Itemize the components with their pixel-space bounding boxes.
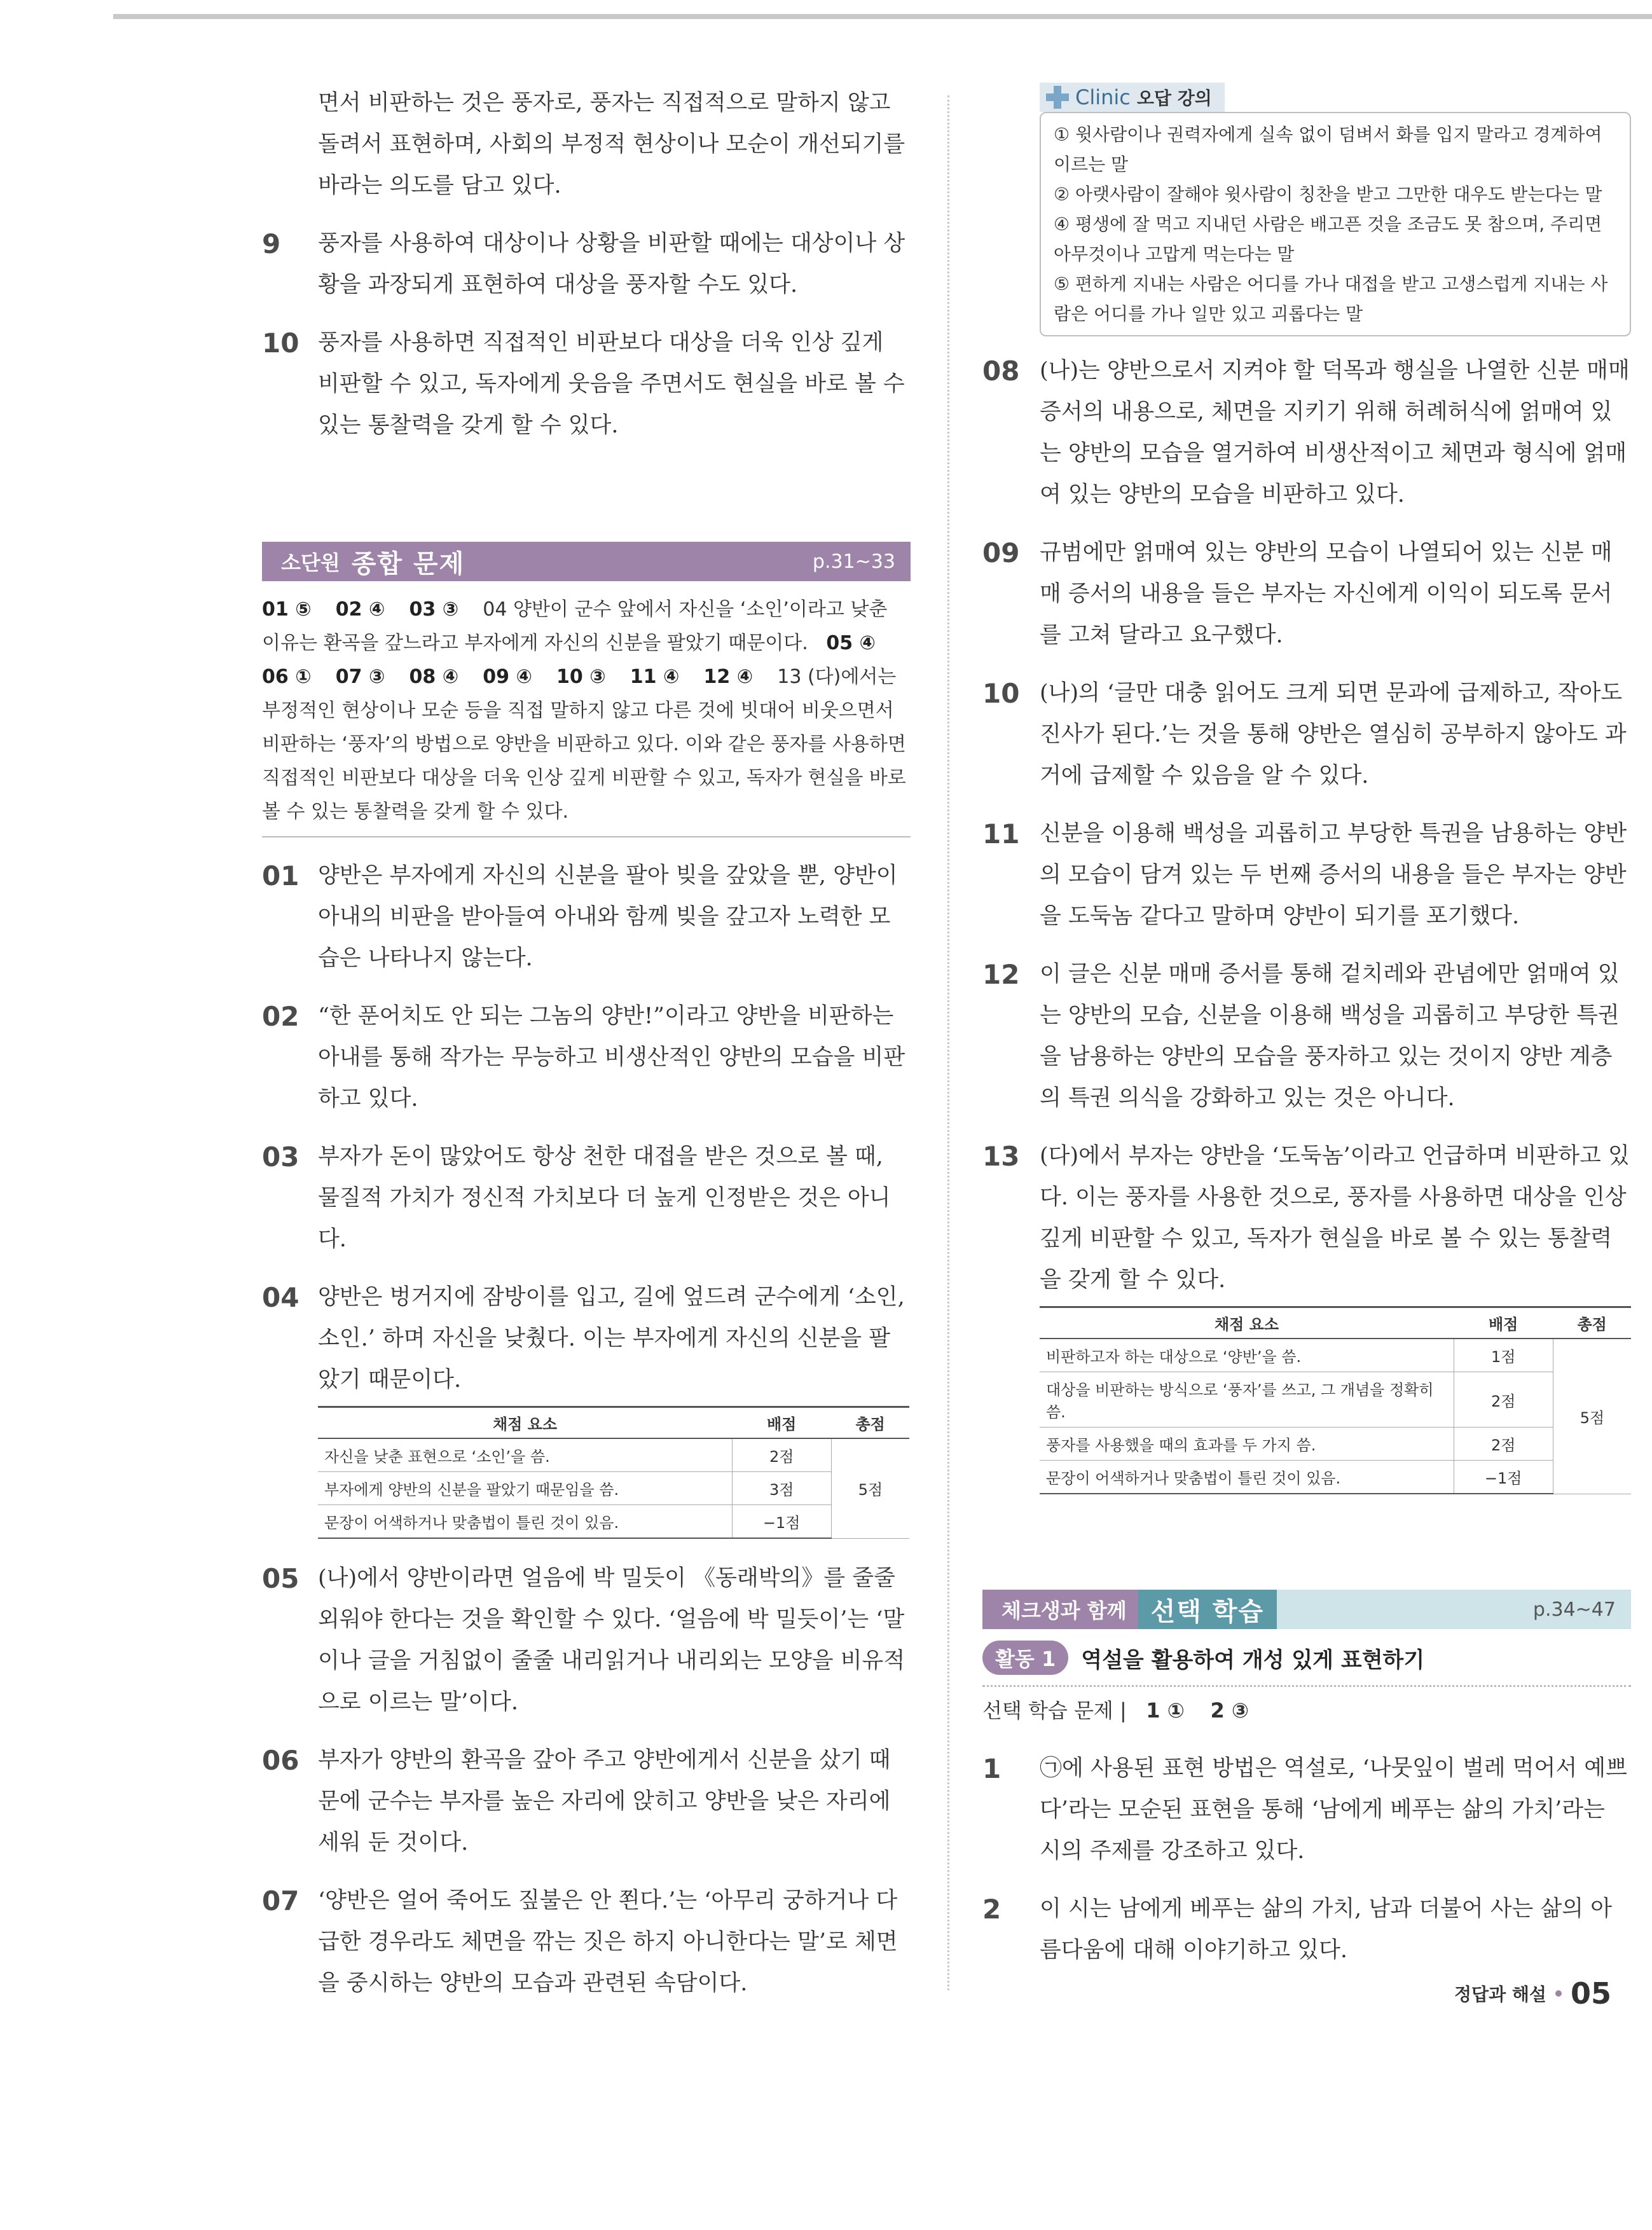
item-number: 10 xyxy=(982,678,1020,709)
item-10 xyxy=(262,322,911,446)
item-05 xyxy=(262,1558,911,1723)
item-text: 이 글은 신분 매매 증서를 통해 겉치레와 관념에만 얽매여 있는 양반의 모습, 신분을 이용해 백성을 괴롭히고 부당한 특권을 남용하는 양반의 모습을 풍자하고 있는 것이지 양반 계층의 특권 의식을 강화하고 있는 것은 아니다. xyxy=(1040,961,1620,1111)
bullet-icon xyxy=(1555,1990,1562,1997)
clinic-label-en: Clinic xyxy=(1075,85,1131,109)
item-s2 xyxy=(982,1889,1631,1971)
item-number: 13 xyxy=(982,1141,1020,1172)
item-06 xyxy=(262,1740,911,1864)
answer-04: 04 양반이 군수 앞에서 자신을 ‘소인’이라고 낮춘 이유는 환곡을 갚느라고 부자에게 자신의 신분을 팔았기 때문이다. xyxy=(262,598,888,654)
banner-label: 체크생과 함께 xyxy=(982,1590,1138,1629)
item-text: 부자가 양반의 환곡을 갚아 주고 양반에게서 신분을 샀기 때문에 군수는 부자를 높은 자리에 앉히고 양반을 낮은 자리에 세워 둔 것이다. xyxy=(318,1747,891,1855)
answer-12: 12 ④ xyxy=(703,666,754,688)
section-banner-2 xyxy=(982,1590,1631,1629)
table-row xyxy=(1040,1339,1631,1372)
clinic-line: ① 윗사람이나 권력자에게 실속 없이 덤벼서 화를 입지 말라고 경계하여 이르는 말 xyxy=(1054,124,1602,175)
item-01 xyxy=(262,855,911,979)
table-cell: 비판하고자 하는 대상으로 ‘양반’을 씀. xyxy=(1040,1339,1454,1372)
banner-pages: p.31~33 xyxy=(812,550,895,573)
item-number: 12 xyxy=(982,959,1020,990)
selection-answer-1: 1 ① xyxy=(1146,1698,1185,1723)
clinic-line: ⑤ 편하게 지내는 사람은 어디를 가나 대접을 받고 고생스럽게 지내는 사람은 어디를 가나 일만 있고 괴롭다는 말 xyxy=(1054,273,1608,324)
item-text: 양반은 부자에게 자신의 신분을 팔아 빚을 갚았을 뿐, 양반이 아내의 비판을 받아들여 아내와 함께 빚을 갚고자 노력한 모습은 나타나지 않는다. xyxy=(318,863,898,971)
table-row xyxy=(1040,1428,1631,1461)
item-9 xyxy=(262,223,911,306)
item-text: ㉠에 사용된 표현 방법은 역설로, ‘나뭇잎이 벌레 먹어서 예쁘다’라는 모순된 표현을 통해 ‘남에게 베푸는 삶의 가치’라는 시의 주제를 강조하고 있다. xyxy=(1040,1756,1627,1864)
section-banner xyxy=(262,542,911,581)
table-cell: 2점 xyxy=(1454,1372,1553,1428)
item-08 xyxy=(982,350,1631,516)
item-text: 신분을 이용해 백성을 괴롭히고 부당한 특권을 남용하는 양반의 모습이 담겨 있는 두 번째 증서의 내용을 들은 부자는 양반을 도둑놈 같다고 말하며 양반이 되기를 포기했다. xyxy=(1040,821,1627,929)
item-text: 풍자를 사용하면 직접적인 비판보다 대상을 더욱 인상 깊게 비판할 수 있고, 독자에게 웃음을 주면서도 현실을 바로 볼 수 있는 통찰력을 갖게 할 수 있다. xyxy=(318,330,905,438)
scoring-table-13 xyxy=(1040,1306,1631,1494)
answer-06: 06 ① xyxy=(262,666,312,688)
table-header: 채점 요소 xyxy=(1040,1307,1454,1339)
item-07 xyxy=(262,1880,911,2004)
table-total: 5점 xyxy=(831,1438,909,1538)
table-cell: 부자에게 양반의 신분을 팔았기 때문임을 씀. xyxy=(318,1472,732,1505)
scoring-table-04 xyxy=(318,1406,909,1539)
top-rule xyxy=(113,14,1652,19)
item-number: 2 xyxy=(982,1894,1002,1925)
answer-01: 01 ⑤ xyxy=(262,598,312,621)
table-cell: 1점 xyxy=(1454,1339,1553,1372)
item-number: 07 xyxy=(262,1885,299,1917)
item-text: (나)에서 양반이라면 얼음에 박 밀듯이 《동래박의》를 줄줄 외워야 한다는 것을 확인할 수 있다. ‘얼음에 박 밀듯이’는 ‘말이나 글을 거침없이 줄줄 내리읽거나 내리외는 모양을 비유적으로 이르는 말’이다. xyxy=(318,1566,905,1715)
answer-09: 09 ④ xyxy=(483,666,532,688)
selection-answer-2: 2 ③ xyxy=(1210,1698,1249,1723)
item-text: 양반은 벙거지에 잠방이를 입고, 길에 엎드려 군수에게 ‘소인, 소인.’ 하며 자신을 낮췄다. 이는 부자에게 자신의 신분을 팔았기 때문이다. xyxy=(318,1284,905,1393)
table-cell: 문장이 어색하거나 맞춤법이 틀린 것이 있음. xyxy=(318,1505,732,1539)
banner-title: 선택 학습 xyxy=(1138,1590,1277,1629)
clinic-box xyxy=(1040,112,1631,336)
item-text: ‘양반은 얼어 죽어도 짚불은 안 쬔다.’는 ‘아무리 궁하거나 다급한 경우라도 체면을 깎는 짓은 하지 아니한다는 말’로 체면을 중시하는 양반의 모습과 관련된 속담이다. xyxy=(318,1888,898,1996)
item-text: 이 시는 남에게 베푸는 삶의 가치, 남과 더불어 사는 삶의 아름다움에 대해 이야기하고 있다. xyxy=(1040,1896,1613,1963)
item-number: 05 xyxy=(262,1563,299,1594)
table-row xyxy=(1040,1372,1631,1428)
selection-label: 선택 학습 문제 | xyxy=(982,1698,1127,1723)
item-12 xyxy=(982,954,1631,1119)
item-number: 9 xyxy=(262,228,281,259)
page-footer xyxy=(1454,1976,1611,2011)
item-text: (나)의 ‘글만 대충 읽어도 크게 되면 문과에 급제하고, 작아도 진사가 된다.’는 것을 통해 양반은 열심히 공부하지 않아도 과거에 급제할 수 있음을 알 수 있다. xyxy=(1040,680,1627,788)
answer-08: 08 ④ xyxy=(409,666,459,688)
table-header: 배점 xyxy=(732,1407,831,1439)
item-number: 06 xyxy=(262,1745,299,1776)
page-number: 05 xyxy=(1570,1976,1611,2011)
table-cell: −1점 xyxy=(732,1505,831,1539)
item-number: 08 xyxy=(982,355,1020,387)
answer-11: 11 ④ xyxy=(630,666,680,688)
item-number: 11 xyxy=(982,818,1020,850)
item-02 xyxy=(262,996,911,1120)
table-cell: 3점 xyxy=(732,1472,831,1505)
answer-05: 05 ④ xyxy=(826,632,876,654)
right-column xyxy=(982,83,1631,1988)
clinic-label-ko: 오답 강의 xyxy=(1136,88,1212,109)
activity-heading xyxy=(982,1641,1631,1675)
answer-key xyxy=(262,593,911,837)
activity-title: 역설을 활용하여 개성 있게 표현하기 xyxy=(1081,1647,1425,1673)
answer-07: 07 ③ xyxy=(335,666,385,688)
table-row xyxy=(318,1505,909,1539)
item-11 xyxy=(982,813,1631,937)
item-text: 규범에만 얽매여 있는 양반의 모습이 나열되어 있는 신분 매매 증서의 내용을 들은 부자는 자신에게 이익이 되도록 문서를 고쳐 달라고 요구했다. xyxy=(1040,540,1613,648)
table-header: 총점 xyxy=(1553,1307,1631,1339)
item-number: 03 xyxy=(262,1141,299,1173)
item-04 xyxy=(262,1277,911,1401)
item-number: 04 xyxy=(262,1282,299,1313)
table-cell: 대상을 비판하는 방식으로 ‘풍자’를 쓰고, 그 개념을 정확히 씀. xyxy=(1040,1372,1454,1428)
table-cell: 자신을 낮춘 표현으로 ‘소인’을 씀. xyxy=(318,1438,732,1472)
table-row xyxy=(318,1472,909,1505)
selection-answers xyxy=(982,1685,1631,1731)
item-number: 09 xyxy=(982,537,1020,568)
answer-10: 10 ③ xyxy=(556,666,606,688)
table-header: 배점 xyxy=(1454,1307,1553,1339)
answer-02: 02 ④ xyxy=(335,598,385,621)
banner-label: 소단원 xyxy=(262,547,352,576)
table-cell: 2점 xyxy=(1454,1428,1553,1461)
item-number: 01 xyxy=(262,860,299,891)
table-cell: 풍자를 사용했을 때의 효과를 두 가지 씀. xyxy=(1040,1428,1454,1461)
item-text: (다)에서 부자는 양반을 ‘도둑놈’이라고 언급하며 비판하고 있다. 이는 풍자를 사용한 것으로, 풍자를 사용하면 대상을 인상 깊게 비판할 수 있고, 독자가 현실을 바로 볼 수 있는 통찰력을 갖게 할 수 있다. xyxy=(1040,1143,1630,1293)
clinic-tag xyxy=(1040,83,1225,112)
left-column xyxy=(262,83,911,2021)
table-header: 채점 요소 xyxy=(318,1407,732,1439)
answer-13: 13 (다)에서는 부정적인 현상이나 모순 등을 직접 말하지 않고 다른 것에 빗대어 비웃으면서 비판하는 ‘풍자’의 방법으로 양반을 비판하고 있다. 이와 같은 풍자를 사용하면 직접적인 비판보다 대상을 더욱 인상 깊게 비판할 수 있고, 독자가 현실을 바로 볼 수 있는 통찰력을 갖게 할 수 있다. xyxy=(262,666,906,823)
item-13 xyxy=(982,1136,1631,1301)
intro-paragraph: 면서 비판하는 것은 풍자로, 풍자는 직접적으로 말하지 않고 돌려서 표현하며, 사회의 부정적 현상이나 모순이 개선되기를 바라는 의도를 담고 있다. xyxy=(318,90,905,198)
answer-03: 03 ③ xyxy=(409,598,459,621)
table-cell: 2점 xyxy=(732,1438,831,1472)
banner-pages: p.34~47 xyxy=(1532,1598,1616,1621)
footer-label: 정답과 해설 xyxy=(1454,1984,1546,2005)
item-text: 부자가 돈이 많았어도 항상 천한 대접을 받은 것으로 볼 때, 물질적 가치가 정신적 가치보다 더 높게 인정받은 것은 아니다. xyxy=(318,1144,891,1252)
table-header: 총점 xyxy=(831,1407,909,1439)
table-row xyxy=(318,1438,909,1472)
item-text: 풍자를 사용하여 대상이나 상황을 비판할 때에는 대상이나 상황을 과장되게 표현하여 대상을 풍자할 수도 있다. xyxy=(318,231,905,298)
item-text: (나)는 양반으로서 지켜야 할 덕목과 행실을 나열한 신분 매매 증서의 내용으로, 체면을 지키기 위해 허례허식에 얽매여 있는 양반의 모습을 열거하여 비생산적이고 체면과 형식에 얽매여 있는 양반의 모습을 비판하고 있다. xyxy=(1040,358,1630,507)
table-total: 5점 xyxy=(1553,1339,1631,1494)
activity-pill: 활동 1 xyxy=(982,1641,1068,1675)
item-s1 xyxy=(982,1748,1631,1872)
clinic-line: ② 아랫사람이 잘해야 윗사람이 칭찬을 받고 그만한 대우도 받는다는 말 xyxy=(1054,184,1602,205)
item-number: 02 xyxy=(262,1001,299,1032)
item-text: “한 푼어치도 안 되는 그놈의 양반!”이라고 양반을 비판하는 아내를 통해 작가는 무능하고 비생산적인 양반의 모습을 비판하고 있다. xyxy=(318,1003,905,1112)
clinic-line: ④ 평생에 잘 먹고 지내던 사람은 배고픈 것을 조금도 못 참으며, 주리면 아무것이나 고맙게 먹는다는 말 xyxy=(1054,214,1602,265)
banner-title: 종합 문제 xyxy=(351,548,465,579)
item-number: 1 xyxy=(982,1753,1002,1784)
item-10 xyxy=(982,673,1631,797)
table-row xyxy=(1040,1461,1631,1494)
item-03 xyxy=(262,1136,911,1260)
item-number: 10 xyxy=(262,327,299,359)
table-cell: 문장이 어색하거나 맞춤법이 틀린 것이 있음. xyxy=(1040,1461,1454,1494)
plus-icon xyxy=(1046,86,1069,109)
column-divider xyxy=(947,95,949,1990)
item-09 xyxy=(982,532,1631,656)
table-cell: −1점 xyxy=(1454,1461,1553,1494)
